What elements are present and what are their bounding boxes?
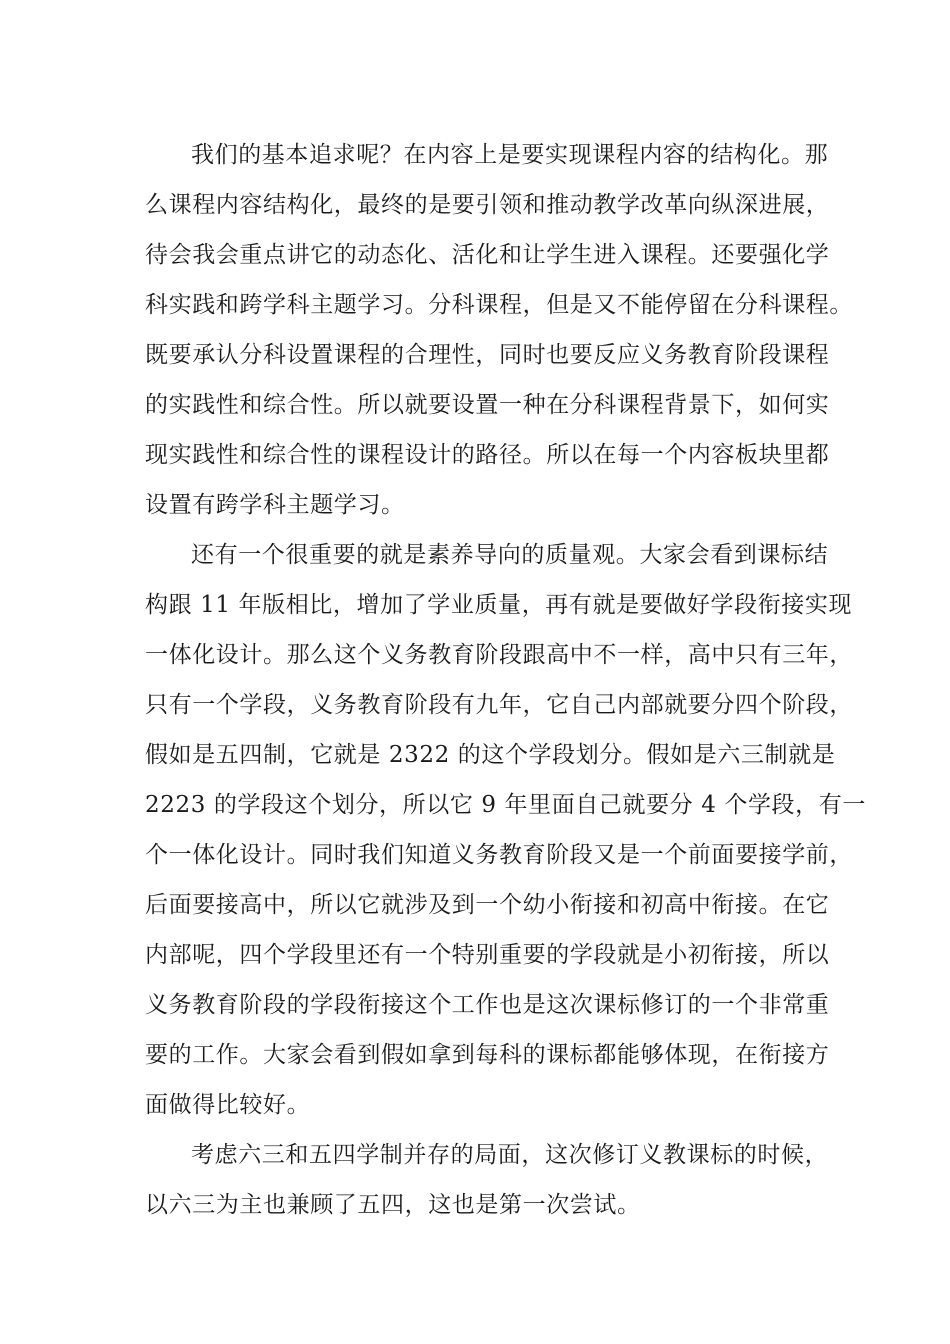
paragraph-line: 2223 的学段这个划分，所以它 9 年里面自己就要分 4 个学段，有一 (145, 792, 866, 818)
paragraph-line: 待会我会重点讲它的动态化、活化和让学生进入课程。还要强化学 (145, 242, 830, 268)
paragraph-line: 只有一个学段，义务教育阶段有九年，它自己内部就要分四个阶段， (145, 692, 853, 718)
paragraph-line: 现实践性和综合性的课程设计的路径。所以在每一个内容板块里都 (145, 442, 830, 468)
paragraph-line: 既要承认分科设置课程的合理性，同时也要反应义务教育阶段课程 (145, 342, 830, 368)
paragraph-line: 科实践和跨学科主题学习。分科课程，但是又不能停留在分科课程。 (145, 292, 853, 318)
paragraph-line: 面做得比较好。 (145, 1092, 311, 1118)
paragraph-line: 构跟 11 年版相比，增加了学业质量，再有就是要做好学段衔接实现 (145, 592, 853, 618)
paragraph-2 (145, 530, 866, 1130)
paragraph-line: 假如是五四制，它就是 2322 的这个学段划分。假如是六三制就是 (145, 742, 836, 768)
paragraph-line: 我们的基本追求呢？在内容上是要实现课程内容的结构化。那 (191, 142, 829, 168)
paragraph-line: 要的工作。大家会看到假如拿到每科的课标都能够体现，在衔接方 (145, 1042, 830, 1068)
paragraph-line: 考虑六三和五四学制并存的局面，这次修订义教课标的时候， (191, 1142, 829, 1168)
paragraph-line: 内部呢，四个学段里还有一个特别重要的学段就是小初衔接，所以 (145, 942, 830, 968)
paragraph-line: 的实践性和综合性。所以就要设置一种在分科课程背景下，如何实 (145, 392, 830, 418)
document-body (145, 130, 866, 1230)
paragraph-line: 以六三为主也兼顾了五四，这也是第一次尝试。 (145, 1192, 641, 1218)
paragraph-line: 一体化设计。那么这个义务教育阶段跟高中不一样，高中只有三年， (145, 642, 853, 668)
paragraph-line: 后面要接高中，所以它就涉及到一个幼小衔接和初高中衔接。在它 (145, 892, 830, 918)
paragraph-1 (145, 130, 853, 530)
paragraph-line: 个一体化设计。同时我们知道义务教育阶段又是一个前面要接学前， (145, 842, 853, 868)
paragraph-3 (145, 1130, 829, 1230)
paragraph-line: 还有一个很重要的就是素养导向的质量观。大家会看到课标结 (191, 542, 829, 568)
paragraph-line: 设置有跨学科主题学习。 (145, 492, 405, 518)
paragraph-line: 么课程内容结构化，最终的是要引领和推动教学改革向纵深进展， (145, 192, 830, 218)
paragraph-line: 义务教育阶段的学段衔接这个工作也是这次课标修订的一个非常重 (145, 992, 830, 1018)
